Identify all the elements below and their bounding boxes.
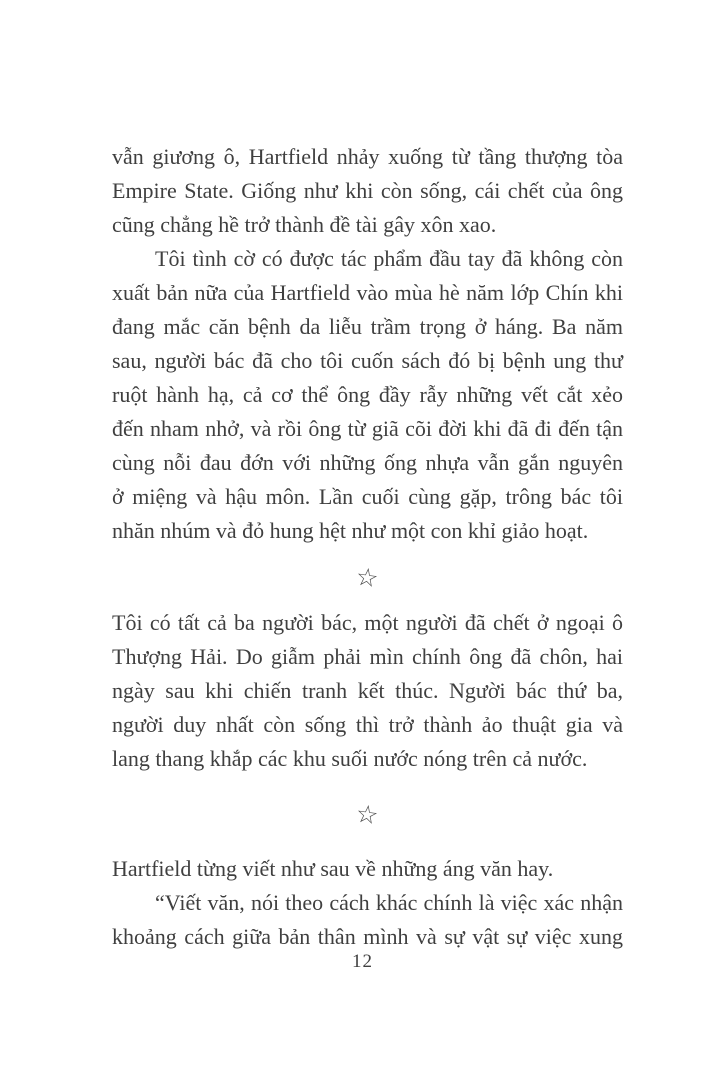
text-line: Thượng Hải. Do giẫm phải mìn chính ông đã chôn, hai [112, 644, 623, 669]
text-line: đến nham nhở, và rồi ông từ giã cõi đời khi đã đi đến tận [112, 416, 623, 441]
section-divider [112, 548, 623, 606]
page-number: 12 [352, 951, 373, 972]
text-line: cũng chẳng hề trở thành đề tài gây xôn xao. [112, 212, 497, 237]
star-icon: ☆ [354, 561, 381, 593]
text-line: đang mắc căn bệnh da liễu trầm trọng ở háng. Ba năm [112, 314, 623, 339]
text-line: ngày sau khi chiến tranh kết thúc. Người bác thứ ba, [112, 678, 623, 703]
text-line: ở miệng và hậu môn. Lần cuối cùng gặp, trông bác tôi [112, 484, 623, 509]
star-icon: ☆ [354, 798, 381, 830]
text-line: vẫn giương ô, Hartfield nhảy xuống từ tầng thượng tòa [112, 144, 623, 169]
text-line: sau, người bác đã cho tôi cuốn sách đó bị bệnh ung thư [112, 348, 623, 373]
text-line: Empire State. Giống như khi còn sống, cái chết của ông [112, 178, 623, 203]
text-line: Tôi có tất cả ba người bác, một người đã chết ở ngoại ô [112, 610, 623, 635]
paragraph [112, 886, 623, 954]
text-line: Hartfield từng viết như sau về những áng văn hay. [112, 856, 554, 881]
text-line: cùng nỗi đau đớn với những ống nhựa vẫn gắn nguyên [112, 450, 623, 475]
paragraph [112, 606, 623, 776]
section-divider [112, 776, 623, 852]
paragraph [112, 242, 623, 548]
text-line: xuất bản nữa của Hartfield vào mùa hè năm lớp Chín khi [112, 280, 623, 305]
text-line: người duy nhất còn sống thì trở thành ảo thuật gia và [112, 712, 623, 737]
text-line: ruột hành hạ, cả cơ thể ông đầy rẫy những vết cắt xẻo [112, 382, 623, 407]
paragraph [112, 140, 623, 242]
text-line: lang thang khắp các khu suối nước nóng trên cả nước. [112, 746, 588, 771]
text-line: Tôi tình cờ có được tác phẩm đầu tay đã không còn [155, 246, 623, 271]
text-line: khoảng cách giữa bản thân mình và sự vật sự việc xung [112, 924, 623, 949]
paragraph [112, 852, 623, 886]
page-text [112, 140, 623, 954]
text-line: “Viết văn, nói theo cách khác chính là việc xác nhận [155, 890, 623, 915]
text-line: nhăn nhúm và đỏ hung hệt như một con khỉ giảo hoạt. [112, 518, 589, 543]
